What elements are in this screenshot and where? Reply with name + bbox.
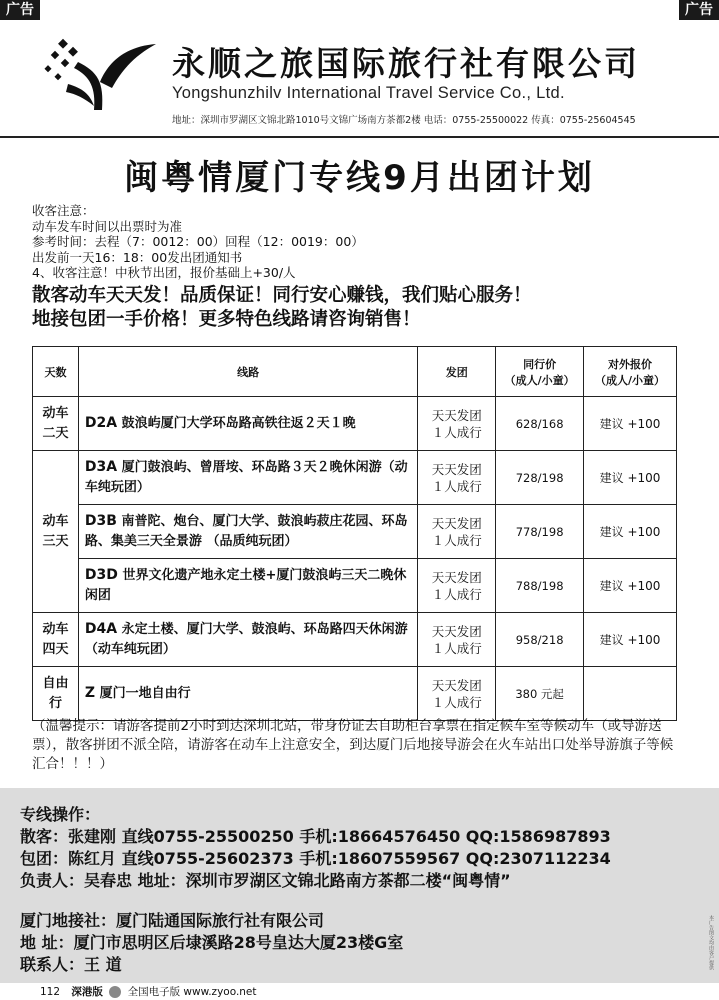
days-text: 自由 (42, 675, 69, 691)
route-desc: 南普陀、炮台、厦门大学、鼓浪屿菽庄花园、环岛路、集美三天全景游 （品质纯玩团） (84, 514, 408, 549)
header-depart: 发团 (418, 347, 496, 397)
depart-text: １人成行 (431, 532, 482, 548)
route-desc: 厦门鼓浪屿、曾厝垵、环岛路３天２晚休闲游（动车纯玩团） (84, 460, 408, 495)
depart-text: １人成行 (431, 586, 482, 602)
table-header-row (33, 347, 677, 397)
public-price-cell: 建议 +100 (584, 505, 677, 559)
days-cell (33, 667, 79, 721)
notice-block (32, 203, 364, 281)
table-row (33, 559, 677, 613)
days-text: 动车 (42, 405, 69, 421)
public-price-cell: 建议 +100 (584, 397, 677, 451)
route-code: Z (84, 685, 96, 701)
days-cell (33, 613, 79, 667)
days-text: 三天 (42, 533, 69, 549)
header-public-price (584, 347, 677, 397)
slogan-line: 散客动车天天发！品质保证！同行安心赚钱，我们贴心服务！ (32, 285, 532, 306)
depart-text: １人成行 (431, 478, 482, 494)
header-peer-price-label: 同行价 (523, 357, 557, 371)
route-cell (78, 613, 417, 667)
page-title: 闽粤情厦门专线9月出团计划 (124, 158, 595, 198)
depart-text: 天天发团 (431, 515, 482, 531)
route-desc: 永定土楼、厦门大学、鼓浪屿、环岛路四天休闲游（动车纯玩团） (84, 622, 408, 657)
contact-line-manager: 负责人：吴春忠 地址：深圳市罗湖区文锦北路南方茶都二楼“闽粤情” (20, 871, 511, 890)
contact-line-group: 包团：陈红月 直线0755-25602373 手机:18607559567 QQ:2307112234 (20, 849, 611, 868)
notice-line: 出发前一天16：18：00发出团通知书 (32, 249, 243, 265)
depart-text: １人成行 (431, 640, 482, 656)
route-code: D3D (84, 567, 118, 583)
route-desc: 鼓浪屿厦门大学环岛路高铁往返２天１晚 (121, 416, 356, 431)
route-code: D4A (84, 621, 118, 637)
route-cell (78, 559, 417, 613)
header-route: 线路 (78, 347, 417, 397)
table-row (33, 613, 677, 667)
company-logo-icon (38, 32, 158, 112)
table-row (33, 397, 677, 451)
depart-text: １人成行 (431, 694, 482, 710)
notice-line: 收客注意： (32, 203, 95, 218)
notice-line: 4、收客注意！中秋节出团，报价基础上+30/人 (32, 265, 296, 280)
digital-edition-link[interactable]: 全国电子版 www.zyoo.net (127, 986, 257, 998)
days-text: 二天 (42, 425, 69, 441)
contact-heading: 专线操作： (20, 805, 101, 824)
public-price-cell: 建议 +100 (584, 451, 677, 505)
route-desc: 厦门一地自由行 (99, 686, 191, 701)
peer-price-cell: 778/198 (496, 505, 584, 559)
route-code: D3A (84, 459, 118, 475)
table-row (33, 451, 677, 505)
route-cell (78, 667, 417, 721)
contact-line-local-address: 地 址：厦门市思明区后埭溪路28号皇达大厦23楼G室 (20, 933, 404, 952)
edition-badge-icon (109, 986, 121, 998)
page-number: 112 (40, 986, 61, 998)
route-code: D2A (84, 415, 118, 431)
public-price-cell: 建议 +100 (584, 613, 677, 667)
route-cell (78, 505, 417, 559)
depart-cell (418, 505, 496, 559)
company-name-cn: 永顺之旅国际旅行社有限公司 (172, 44, 640, 83)
depart-cell (418, 397, 496, 451)
header-peer-price (496, 347, 584, 397)
side-note: 本广告图文均由客户提供 (708, 915, 714, 970)
table-row (33, 505, 677, 559)
public-price-cell (584, 667, 677, 721)
depart-text: 天天发团 (431, 407, 482, 423)
header-peer-price-sub: （成人/小童） (504, 373, 575, 387)
depart-text: 天天发团 (431, 677, 482, 693)
peer-price-cell: 380 元起 (496, 667, 584, 721)
ad-tag-right: 广告 (679, 0, 719, 20)
contact-line-local-agency: 厦门地接社：厦门陆通国际旅行社有限公司 (20, 911, 325, 930)
ad-tag-left: 广告 (0, 0, 40, 20)
company-name-en: Yongshunzhilv International Travel Service Co., Ltd. (172, 84, 565, 102)
depart-cell (418, 667, 496, 721)
days-text: 动车 (42, 513, 69, 529)
days-cell (33, 451, 79, 613)
days-text: 四天 (42, 641, 69, 657)
route-cell (78, 451, 417, 505)
contact-line-local-contact: 联系人：王 道 (20, 955, 122, 974)
edition-label: 深港版 (71, 986, 103, 998)
route-table (32, 346, 677, 721)
slogan-block (32, 284, 532, 332)
route-code: D3B (84, 513, 117, 529)
peer-price-cell: 958/218 (496, 613, 584, 667)
notice-line: 动车发车时间以出票时为准 (32, 218, 183, 234)
peer-price-cell: 728/198 (496, 451, 584, 505)
table-row (33, 667, 677, 721)
public-price-cell: 建议 +100 (584, 559, 677, 613)
header-public-price-sub: （成人/小童） (595, 373, 666, 387)
days-text: 动车 (42, 621, 69, 637)
depart-cell (418, 559, 496, 613)
depart-text: 天天发团 (431, 461, 482, 477)
header-divider (0, 136, 719, 138)
company-header (20, 28, 700, 128)
peer-price-cell: 628/168 (496, 397, 584, 451)
slogan-line: 地接包团一手价格！更多特色线路请咨询销售！ (32, 309, 421, 330)
company-address: 地址：深圳市罗湖区文锦北路1010号文锦广场南方茶都2楼 电话：0755-25500022 传真：0755-25604545 (172, 115, 636, 126)
depart-text: １人成行 (431, 424, 482, 440)
days-text: 行 (48, 695, 62, 711)
depart-cell (418, 613, 496, 667)
peer-price-cell: 788/198 (496, 559, 584, 613)
notice-line: 参考时间：去程（7：0012：00）回程（12：0019：00） (32, 234, 364, 249)
contact-section (0, 788, 719, 983)
contact-line-individual: 散客：张建刚 直线0755-25500250 手机:18664576450 QQ:1586987893 (20, 827, 611, 846)
header-days: 天数 (33, 347, 79, 397)
page-footer (40, 984, 257, 999)
depart-cell (418, 451, 496, 505)
header-public-price-label: 对外报价 (608, 357, 653, 371)
days-cell (33, 397, 79, 451)
depart-text: 天天发团 (431, 623, 482, 639)
depart-text: 天天发团 (431, 569, 482, 585)
route-cell (78, 397, 417, 451)
route-desc: 世界文化遗产地永定土楼+厦门鼓浪屿三天二晚休闲团 (84, 568, 407, 603)
warm-tips: （温馨提示：请游客提前2小时到达深圳北站，带身份证去自助柜台拿票在指定候车室等候动车（或导游送票），散客拼团不派全陪，请游客在动车上注意安全，到达厦门后地接导游会在火车站出口处举导游旗子等候汇合！！！） (32, 718, 674, 772)
